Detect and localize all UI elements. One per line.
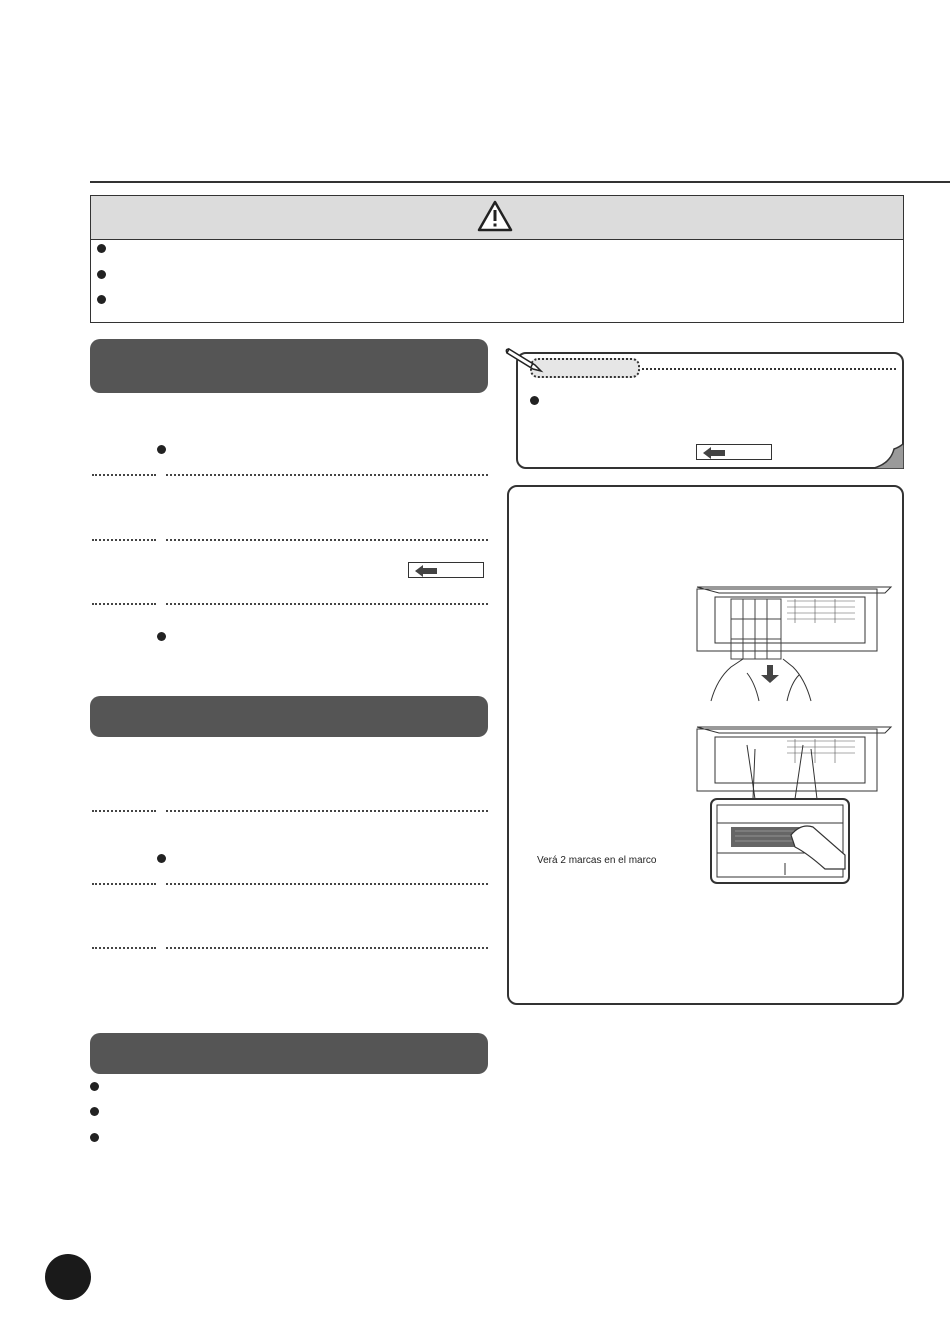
divider-long bbox=[166, 810, 488, 812]
page-number-badge bbox=[45, 1254, 91, 1300]
pencil-icon bbox=[505, 343, 545, 373]
caution-bullet-3 bbox=[97, 295, 106, 304]
divider-short bbox=[92, 539, 156, 541]
frame-marks-caption: Verá 2 marcas en el marco bbox=[537, 855, 657, 866]
section3-bullet-2 bbox=[90, 1107, 99, 1116]
note-bullet bbox=[530, 396, 539, 405]
section-banner-3 bbox=[90, 1033, 488, 1074]
section2-bullet-1 bbox=[157, 854, 166, 863]
section1-bullet-1 bbox=[157, 445, 166, 454]
divider-short bbox=[92, 810, 156, 812]
caution-header bbox=[91, 196, 903, 240]
section-banner-1 bbox=[90, 339, 488, 393]
note-label bbox=[530, 358, 640, 378]
arrow-left-icon bbox=[703, 447, 725, 459]
note-box bbox=[516, 352, 904, 469]
page-curl-icon bbox=[870, 443, 904, 469]
divider-short bbox=[92, 603, 156, 605]
arrow-left-icon bbox=[415, 565, 437, 577]
filter-illustration-panel bbox=[507, 485, 904, 1005]
section-banner-2 bbox=[90, 696, 488, 737]
section3-bullet-1 bbox=[90, 1082, 99, 1091]
note-divider bbox=[642, 368, 896, 370]
divider-short bbox=[92, 474, 156, 476]
divider-short bbox=[92, 947, 156, 949]
section3-bullet-3 bbox=[90, 1133, 99, 1142]
divider-long bbox=[166, 947, 488, 949]
frame-marks-illustration bbox=[695, 723, 895, 885]
page-reference-tag bbox=[408, 562, 484, 578]
warning-triangle-icon bbox=[477, 200, 513, 232]
divider-short bbox=[92, 883, 156, 885]
filter-removal-illustration bbox=[695, 583, 895, 708]
divider-long bbox=[166, 539, 488, 541]
divider-long bbox=[166, 474, 488, 476]
header-rule bbox=[90, 181, 950, 183]
section1-bullet-2 bbox=[157, 632, 166, 641]
caution-bullet-2 bbox=[97, 270, 106, 279]
caution-bullet-1 bbox=[97, 244, 106, 253]
divider-long bbox=[166, 883, 488, 885]
caution-box bbox=[90, 195, 904, 323]
divider-long bbox=[166, 603, 488, 605]
page-reference-tag bbox=[696, 444, 772, 460]
